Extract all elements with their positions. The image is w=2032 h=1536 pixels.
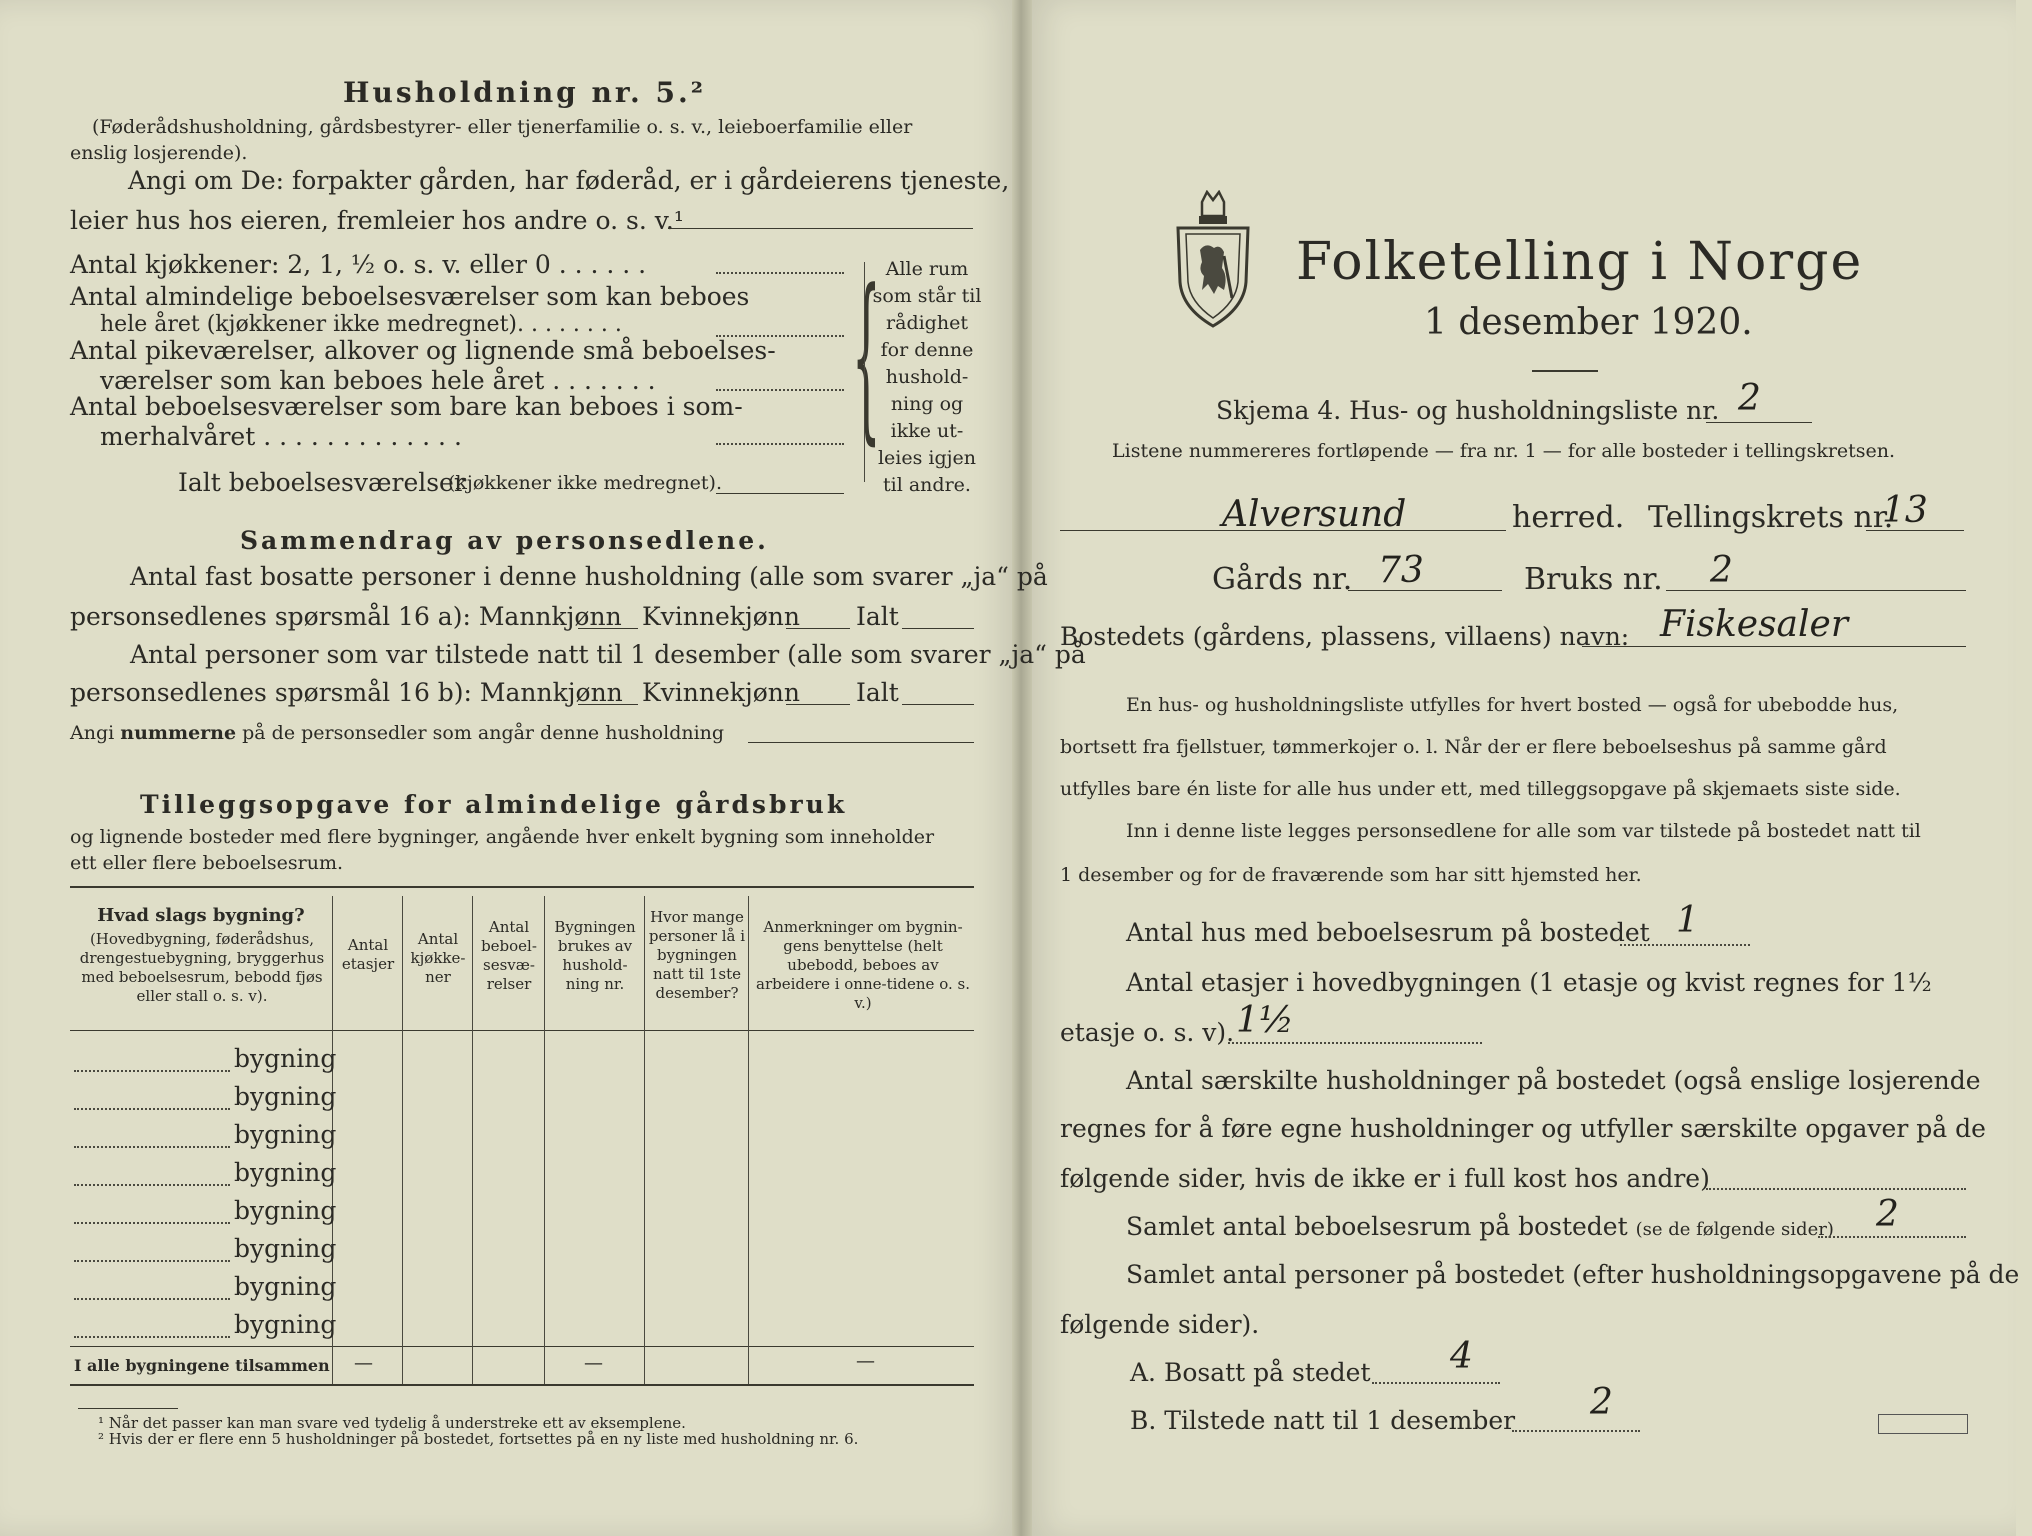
- table-col0-title: Hvad slags bygning?: [97, 905, 305, 926]
- angi-line-2: leier hus hos eieren, fremleier hos andre o. s. v.¹: [70, 206, 684, 235]
- table-col1-header: Antal etasjer: [341, 936, 395, 973]
- summary-2-female-line: [786, 704, 850, 705]
- angi-nummerne-bold: nummerne: [120, 722, 237, 744]
- row-fill-line: [74, 1260, 230, 1262]
- bostedet-line: [1582, 646, 1966, 647]
- rooms-side-note: [872, 256, 982, 499]
- q-husholdninger-line2: regnes for å føre egne husholdninger og utfyller særskilte opgaver på de: [1060, 1114, 1986, 1143]
- table-row-label: bygning: [234, 1082, 337, 1111]
- table-col-divider: [402, 896, 403, 1384]
- table-header-rule: [70, 1030, 974, 1031]
- bostedet-label: Bostedets (gårdens, plassens, villaens) navn:: [1060, 622, 1630, 651]
- q-bosatt-label: A. Bosatt på stedet: [1130, 1358, 1371, 1387]
- summary-2-female: Kvinnekjønn: [642, 678, 800, 707]
- table-row-label: bygning: [234, 1272, 337, 1301]
- side-note-line: for denne: [880, 339, 974, 361]
- row-fill-line: [74, 1222, 230, 1224]
- q-rum-value: 2: [1876, 1194, 1899, 1235]
- table-col5-header: Hvor mange personer lå i bygningen natt til 1ste desember?: [648, 908, 746, 1002]
- rooms-kitchens: Antal kjøkkener: 2, 1, ½ o. s. v. eller 0 . . . . . .: [70, 250, 647, 279]
- row-fill-line: [74, 1336, 230, 1338]
- q-tilstede-value: 2: [1590, 1382, 1613, 1423]
- title-rule: [1532, 370, 1598, 372]
- bruks-label: Bruks nr.: [1524, 562, 1663, 597]
- herred-label: herred.: [1512, 500, 1625, 535]
- q-personer-line2: følgende sider).: [1060, 1310, 1260, 1339]
- angi-nummerne: [70, 722, 724, 744]
- table-row-label: bygning: [234, 1158, 337, 1187]
- side-note-line: Alle rum: [885, 258, 969, 280]
- household-heading: Husholdning nr. 5.²: [343, 76, 707, 109]
- rooms-side-divider: [864, 262, 865, 482]
- skjema-label: Skjema 4. Hus- og husholdningsliste nr.: [1216, 396, 1720, 425]
- table-row-label: bygning: [234, 1196, 337, 1225]
- summary-1-male-line: [578, 628, 638, 629]
- bostedet-value: Fiskesaler: [1660, 604, 1849, 645]
- angi-nummerne-line: [748, 742, 974, 743]
- table-col2-header: Antal kjøkke-ner: [410, 930, 466, 986]
- para2-line1: Inn i denne liste legges personsedlene for alle som var tilstede på bostedet natt til: [1126, 820, 1921, 842]
- form-date: 1 desember 1920.: [1424, 302, 1753, 343]
- q-hus-label: Antal hus med beboelsesrum på bostedet: [1126, 918, 1650, 947]
- angi-line-1: Angi om De: forpakter gården, har føderåd, er i gårdeierens tjeneste,: [128, 166, 1010, 195]
- rooms-summer-1: Antal beboelsesværelser som bare kan beboes i som-: [70, 392, 743, 421]
- angi-nummerne-post: på de personsedler som angår denne husholdning: [242, 722, 725, 744]
- q-husholdninger-answer-line: [1706, 1188, 1966, 1190]
- rooms-ordinary-2: hele året (kjøkkener ikke medregnet). . . . . . . .: [100, 312, 622, 337]
- printer-mark: [1878, 1414, 1968, 1434]
- table-col0-sub: (Hovedbygning, føderådshus, drengestuebygning, bryggerhus med beboelsesrum, bebodd fjøs eller stall o. s. v).: [79, 930, 325, 1005]
- rooms-total-line: [716, 493, 844, 494]
- book-gutter: [1012, 0, 1032, 1536]
- tellingskrets-label: Tellingskrets nr.: [1648, 500, 1894, 535]
- table-total-dash: —: [584, 1352, 603, 1374]
- table-total-rule: [70, 1346, 974, 1347]
- side-note-line: ning og: [890, 393, 964, 415]
- rooms-total: Ialt beboelsesværelser: [178, 468, 466, 497]
- summary-heading: Sammendrag av personsedlene.: [240, 526, 769, 555]
- supplement-heading: Tilleggsopgave for almindelige gårdsbruk: [140, 790, 848, 819]
- side-note-line: hushold-: [885, 366, 969, 388]
- gards-label: Gårds nr.: [1212, 562, 1353, 597]
- q-husholdninger-line1: Antal særskilte husholdninger på bostedet (også enslige losjerende: [1126, 1066, 1981, 1095]
- rooms-summer-2: merhalvåret . . . . . . . . . . . . .: [100, 422, 462, 451]
- q-rum-answer-line: [1818, 1236, 1966, 1238]
- table-row-label: bygning: [234, 1234, 337, 1263]
- table-total-dash: —: [856, 1350, 875, 1372]
- rooms-maid-1: Antal pikeværelser, alkover og lignende små beboelses-: [70, 336, 776, 365]
- footnote-rule: [78, 1408, 178, 1409]
- table-col4-header: Bygningen brukes av hushold-ning nr.: [554, 918, 636, 993]
- rooms-maid-line: [716, 389, 844, 391]
- table-col6-header: Anmerkninger om bygnin-gens benyttelse (helt ubebodd, beboes av arbeidere i onne-tidene o. s. v.): [756, 918, 970, 1012]
- side-note-line: leies igjen: [877, 447, 977, 469]
- rooms-kitchens-line: [716, 272, 844, 274]
- summary-2b: personsedlenes spørsmål 16 b): Mannkjønn: [70, 678, 623, 707]
- table-col-divider: [472, 896, 473, 1384]
- table-col-divider: [644, 896, 645, 1384]
- q-bosatt-line: [1372, 1382, 1500, 1384]
- angi-answer-line: [668, 228, 973, 229]
- row-fill-line: [74, 1146, 230, 1148]
- rooms-brace-icon: {: [852, 252, 881, 461]
- q-tilstede-line: [1512, 1430, 1640, 1432]
- summary-1-female-line: [786, 628, 850, 629]
- form-title: Folketelling i Norge: [1296, 232, 1864, 292]
- supplement-intro-2: ett eller flere beboelsesrum.: [70, 852, 344, 874]
- listene-note: Listene nummereres fortløpende — fra nr. 1 — for alle bosteder i tellingskretsen.: [1112, 440, 1896, 462]
- summary-1b: personsedlenes spørsmål 16 a): Mannkjønn: [70, 602, 622, 631]
- table-bottom-rule: [70, 1384, 974, 1386]
- side-note-line: som står til: [872, 285, 982, 307]
- summary-1-female: Kvinnekjønn: [642, 602, 800, 631]
- rooms-maid-2: værelser som kan beboes hele året . . . . . . .: [100, 366, 656, 395]
- skjema-value: 2: [1738, 378, 1761, 419]
- para1-line2: bortsett fra fjellstuer, tømmerkojer o. l. Når der er flere beboelseshus på samme gård: [1060, 736, 1887, 758]
- q-rum-label: [1126, 1212, 1834, 1241]
- para1-line1: En hus- og husholdningsliste utfylles for hvert bosted — også for ubebodde hus,: [1126, 694, 1899, 716]
- summary-2a: Antal personer som var tilstede natt til 1 desember (alle som svarer „ja“ på: [130, 640, 1086, 669]
- table-total-label: I alle bygningene tilsammen: [74, 1356, 330, 1375]
- rooms-ordinary-1: Antal almindelige beboelsesværelser som kan beboes: [70, 282, 750, 311]
- side-note-line: rådighet: [886, 312, 968, 334]
- q-etasjer-answer-line: [1228, 1042, 1482, 1044]
- tellingskrets-value: 13: [1882, 490, 1928, 531]
- row-fill-line: [74, 1108, 230, 1110]
- q-hus-line: [1620, 944, 1750, 946]
- summary-1-total-line: [902, 628, 974, 629]
- para2-line2: 1 desember og for de fraværende som har sitt hjemsted her.: [1060, 864, 1642, 886]
- para1-line3: utfylles bare én liste for alle hus under ett, med tilleggsopgave på skjemaets siste side.: [1060, 778, 1901, 800]
- summary-1-total: Ialt: [856, 602, 899, 631]
- table-total-dash: —: [354, 1352, 373, 1374]
- table-top-rule: [70, 886, 974, 888]
- table-col3-header: Antal beboel-sesvæ-relser: [481, 918, 537, 993]
- q-etasjer-line2: etasje o. s. v).: [1060, 1018, 1235, 1047]
- row-fill-line: [74, 1070, 230, 1072]
- table-row-label: bygning: [234, 1310, 337, 1339]
- supplement-intro-1: og lignende bosteder med flere bygninger, angående hver enkelt bygning som inneholder: [70, 826, 935, 848]
- rooms-summer-line: [716, 443, 844, 445]
- q-tilstede-label: B. Tilstede natt til 1 desember: [1130, 1406, 1516, 1435]
- rooms-total-note: (kjøkkener ikke medregnet).: [448, 472, 722, 494]
- row-fill-line: [74, 1184, 230, 1186]
- side-note-line: ikke ut-: [890, 420, 964, 442]
- q-hus-value: 1: [1676, 900, 1699, 941]
- household-intro-2: enslig losjerende).: [70, 142, 248, 164]
- gards-value: 73: [1378, 550, 1424, 591]
- footnote-1: ¹ Når det passer kan man svare ved tydelig å understreke ett av eksemplene.: [98, 1414, 686, 1432]
- q-rum-text: Samlet antal beboelsesrum på bostedet: [1126, 1212, 1628, 1241]
- table-col-divider: [544, 896, 545, 1384]
- q-husholdninger-line3: følgende sider, hvis de ikke er i full kost hos andre): [1060, 1164, 1710, 1193]
- norway-coat-of-arms-icon: [1172, 190, 1254, 330]
- q-personer-line1: Samlet antal personer på bostedet (efter husholdningsopgavene på de: [1126, 1260, 2020, 1289]
- summary-1a: Antal fast bosatte personer i denne husholdning (alle som svarer „ja“ på: [130, 562, 1048, 591]
- bruks-value: 2: [1710, 550, 1733, 591]
- summary-2-total: Ialt: [856, 678, 899, 707]
- table-row-label: bygning: [234, 1120, 337, 1149]
- side-note-line: til andre.: [883, 474, 971, 496]
- footnote-2: ² Hvis der er flere enn 5 husholdninger på bostedet, fortsettes på en ny liste med husholdning nr. 6.: [98, 1430, 859, 1448]
- table-row-label: bygning: [234, 1044, 337, 1073]
- skjema-line: [1706, 422, 1812, 423]
- gards-line: [1348, 590, 1502, 591]
- q-rum-note: (se de følgende sider): [1635, 1219, 1834, 1240]
- herred-value: Alversund: [1222, 494, 1407, 535]
- summary-2-total-line: [902, 704, 974, 705]
- household-intro-1: (Føderådshusholdning, gårdsbestyrer- eller tjenerfamilie o. s. v., leieboerfamilie eller: [92, 116, 913, 138]
- row-fill-line: [74, 1298, 230, 1300]
- table-col-divider: [748, 896, 749, 1384]
- angi-nummerne-pre: Angi: [70, 722, 115, 744]
- q-etasjer-line1: Antal etasjer i hovedbygningen (1 etasje og kvist regnes for 1½: [1126, 968, 1932, 997]
- q-bosatt-value: 4: [1450, 1336, 1473, 1377]
- summary-2-male-line: [578, 704, 638, 705]
- q-etasjer-value: 1½: [1236, 1000, 1294, 1041]
